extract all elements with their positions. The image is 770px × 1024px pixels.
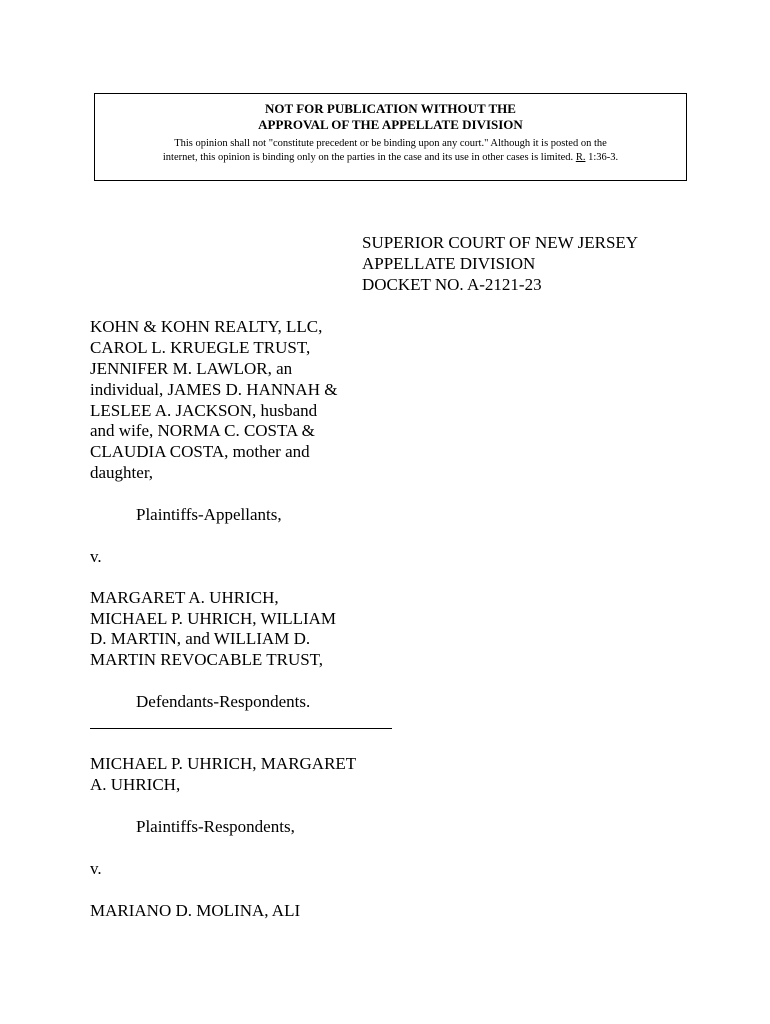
second-defendants-line: MARIANO D. MOLINA, ALI — [90, 901, 301, 920]
caption-divider — [90, 728, 392, 729]
court-division: APPELLATE DIVISION — [362, 254, 536, 273]
plaintiffs-line: and wife, NORMA C. COSTA & — [90, 421, 315, 440]
defendants-line: MARGARET A. UHRICH, — [90, 588, 279, 607]
plaintiffs-line: CLAUDIA COSTA, mother and — [90, 442, 310, 461]
second-plaintiffs-role: Plaintiffs-Respondents, — [136, 817, 295, 836]
notice-body-line2 — [95, 151, 686, 165]
notice-body-line1: This opinion shall not "constitute precedent or be binding upon any court." Although it is posted on the — [174, 138, 607, 149]
notice-body-line2-text: internet, this opinion is binding only on the parties in the case and its use in other cases is limited. — [162, 152, 574, 163]
plaintiffs-line: CAROL L. KRUEGLE TRUST, — [90, 338, 311, 357]
plaintiffs-line: KOHN & KOHN REALTY, LLC, — [90, 317, 323, 336]
rule-reference: R. — [575, 152, 586, 163]
versus-label: v. — [90, 859, 102, 878]
plaintiffs-line: individual, JAMES D. HANNAH & — [90, 380, 338, 399]
second-plaintiffs-line: A. UHRICH, — [90, 775, 181, 794]
notice-heading-line1: NOT FOR PUBLICATION WITHOUT THE — [265, 101, 516, 116]
defendants-role: Defendants-Respondents. — [136, 692, 311, 711]
rule-number: 1:36-3. — [588, 152, 619, 163]
docket-number: DOCKET NO. A-2121-23 — [362, 275, 542, 294]
notice-heading-line2: APPROVAL OF THE APPELLATE DIVISION — [258, 117, 523, 132]
plaintiffs-role: Plaintiffs-Appellants, — [136, 505, 282, 524]
defendants-line: D. MARTIN, and WILLIAM D. — [90, 629, 311, 648]
plaintiffs-line: JENNIFER M. LAWLOR, an — [90, 359, 293, 378]
second-plaintiffs-line: MICHAEL P. UHRICH, MARGARET — [90, 754, 357, 773]
plaintiffs-line: LESLEE A. JACKSON, husband — [90, 401, 318, 420]
court-name: SUPERIOR COURT OF NEW JERSEY — [362, 233, 639, 252]
publication-notice-box — [94, 93, 687, 181]
defendants-line: MICHAEL P. UHRICH, WILLIAM — [90, 609, 337, 628]
plaintiffs-line: daughter, — [90, 463, 154, 482]
defendants-line: MARTIN REVOCABLE TRUST, — [90, 650, 324, 669]
versus-label: v. — [90, 547, 102, 566]
